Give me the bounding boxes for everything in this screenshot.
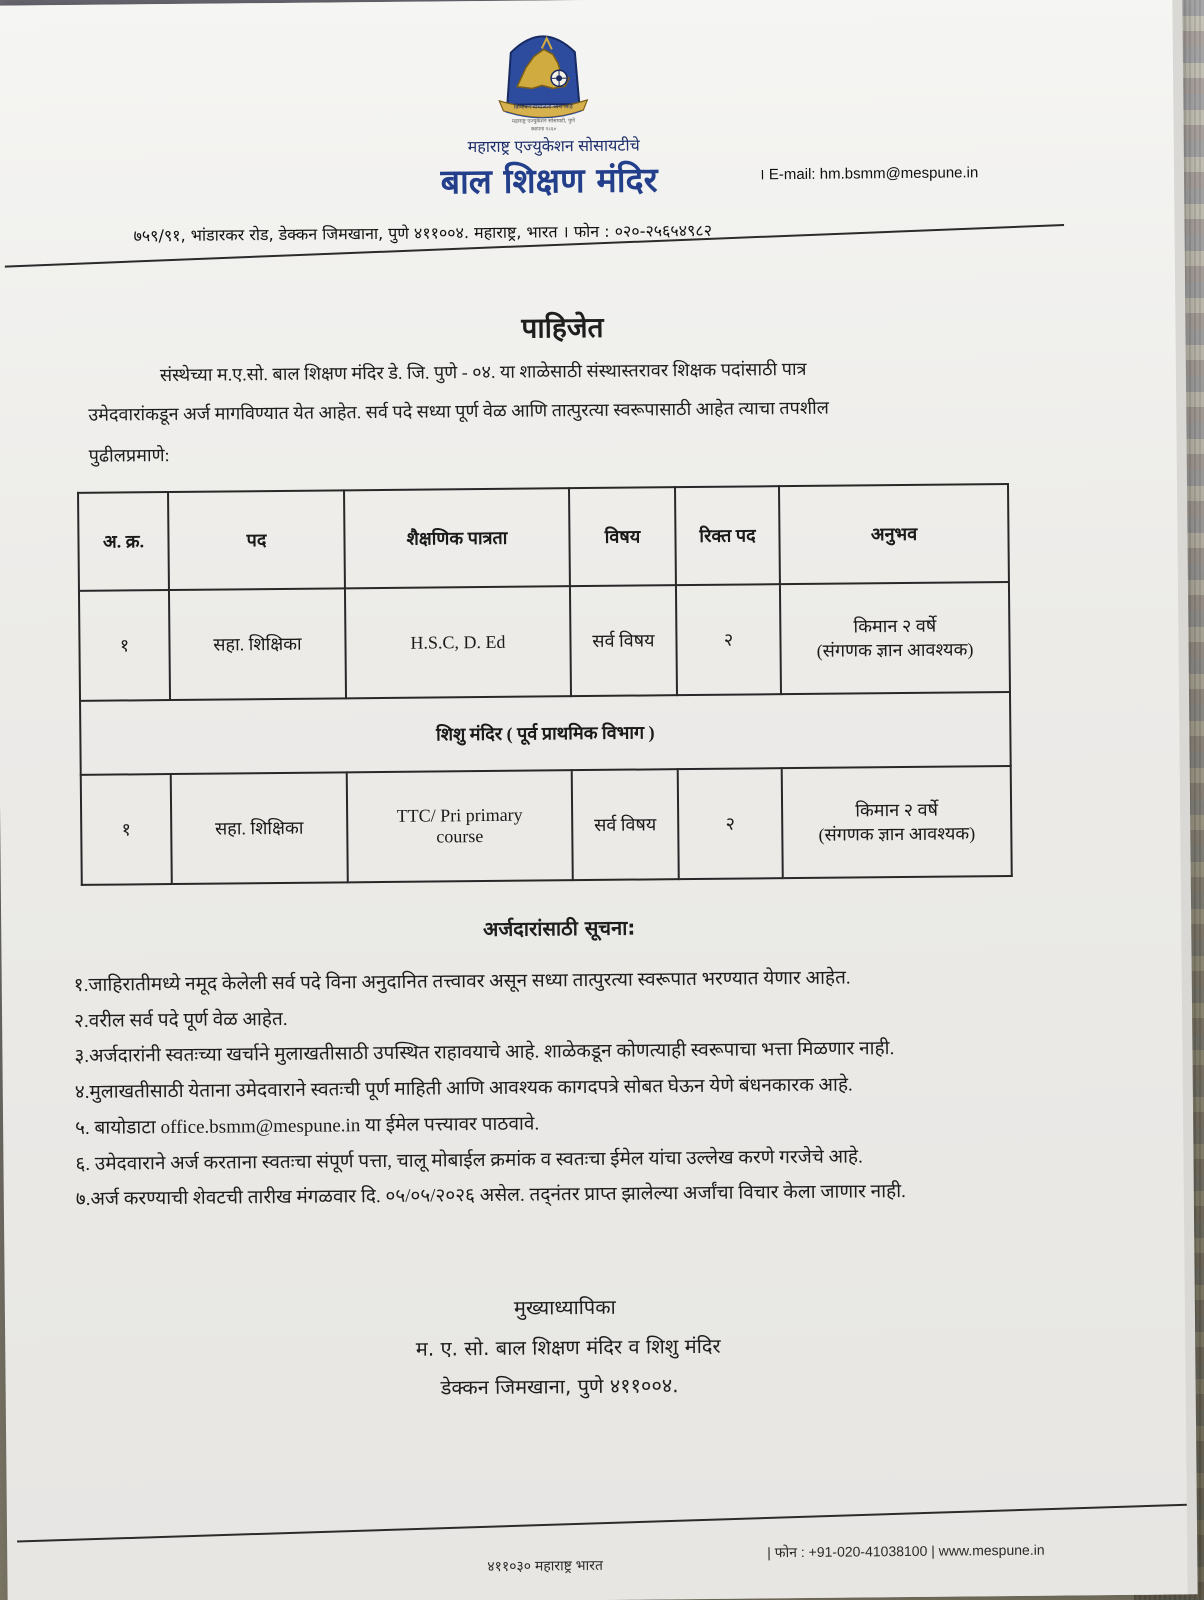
table-row <box>79 582 1010 701</box>
header-subject: विषय <box>569 487 676 586</box>
footer-divider <box>17 1503 1188 1542</box>
row1-experience-line2: (संगणक ज्ञान आवश्यक) <box>816 639 974 661</box>
instruction-item: ६. उमेदवाराने अर्ज करताना स्वतःचा संपूर्ण पत्ता, चालू मोबाईल क्रमांक व स्वतःचा ईमेल यांचा उल्लेख करणे गरजेचे आहे. <box>75 1145 863 1175</box>
header-experience: अनुभव <box>779 484 1009 584</box>
row2-qualification <box>347 770 573 882</box>
page-title: पाहिजेत <box>521 310 604 345</box>
row1-post: सहा. शिक्षिका <box>169 588 346 700</box>
header-post: पद <box>168 490 345 590</box>
header-vacancies: रिक्त पद <box>675 486 780 585</box>
logo-motto-text: क्रियेविन वाचाळता व्यर्थ आहे <box>513 104 573 111</box>
table-row <box>81 766 1012 885</box>
section-title: शिशु मंदिर ( पूर्व प्राथमिक विभाग ) <box>80 692 1011 775</box>
school-name: बाल शिक्षण मंदिर <box>440 160 658 203</box>
row2-post: सहा. शिक्षिका <box>171 772 348 884</box>
vacancy-table-wrap <box>77 483 1011 892</box>
society-name: महाराष्ट्र एज्युकेशन सोसायटीचे <box>467 137 640 157</box>
footer-contact: | फोन : +91-020-41038100 | www.mespune.in <box>767 1541 1045 1561</box>
school-logo <box>486 16 599 135</box>
instruction-item: १.जाहिरातीमध्ये नमूद केलेली सर्व पदे विना अनुदानित तत्त्वावर असून सध्या तात्पुरत्या स्वरूपात भरण्यात येणार आहेत. <box>73 967 851 996</box>
section-row <box>80 692 1011 775</box>
intro-line-3: पुढीलप्रमाणे: <box>88 445 170 466</box>
intro-line-1: संस्थेच्या म.ए.सो. बाल शिक्षण मंदिर डे. जि. पुणे - ०४. या शाळेसाठी संस्थास्तरावर शिक्षक पदांसाठी पात्र <box>159 358 807 386</box>
header-sr: अ. क्र. <box>78 492 169 591</box>
instructions-title: अर्जदारांसाठी सूचना: <box>482 915 636 942</box>
instruction-item: ३.अर्जदारांनी स्वतःच्या खर्चाने मुलाखतीसाठी उपस्थित राहावयाचे आहे. शाळेकडून कोणत्याही स्वरूपाचा भत्ता मिळणार नाही. <box>74 1038 895 1068</box>
row1-experience-line1: किमान २ वर्षे <box>853 615 937 637</box>
row1-vacancies: २ <box>676 584 781 695</box>
footer-address: ४११०३० महाराष्ट्र भारत <box>487 1556 604 1575</box>
instructions-list <box>74 959 1056 1218</box>
header-qualification: शैक्षणिक पात्रता <box>344 488 570 588</box>
row2-experience-line2: (संगणक ज्ञान आवश्यक) <box>818 823 976 845</box>
vacancy-table <box>77 483 1013 886</box>
signature-title: मुख्याध्यापिका <box>513 1294 616 1320</box>
instruction-item: २.वरील सर्व पदे पूर्ण वेळ आहेत. <box>73 1008 288 1032</box>
table-header-row <box>78 484 1009 591</box>
row1-experience <box>780 582 1010 694</box>
row2-qualification-line1: TTC/ Pri primary <box>396 804 523 826</box>
row2-sr: १ <box>81 774 172 885</box>
logo-established-text: स्थापना १८६० <box>530 126 557 133</box>
row2-experience <box>782 766 1012 878</box>
row2-qualification-line2: course <box>436 826 484 847</box>
row1-qualification: H.S.C, D. Ed <box>345 586 571 698</box>
signature-school: म. ए. सो. बाल शिक्षण मंदिर व शिशु मंदिर <box>415 1333 721 1361</box>
row2-vacancies: २ <box>678 768 783 879</box>
row1-sr: १ <box>79 590 170 701</box>
signature-address: डेक्कन जिमखाना, पुणे ४११००४. <box>440 1373 679 1400</box>
school-email: । E-mail: hm.bsmm@mespune.in <box>758 164 979 184</box>
intro-line-2: उमेदवारांकडून अर्ज मागविण्यात येत आहेत. सर्व पदे सध्या पूर्ण वेळ आणि तात्पुरत्या स्वरूपासाठी आहेत त्याचा तपशील <box>88 397 830 425</box>
row2-experience-line1: किमान २ वर्षे <box>855 799 939 821</box>
row1-subject: सर्व विषय <box>570 585 677 696</box>
logo-society-text: महाराष्ट्र एज्युकेशन सोसायटी, पुणे <box>512 118 575 125</box>
instruction-item: ५. बायोडाटा office.bsmm@mespune.in या ईमेल पत्त्यावर पाठवावे. <box>75 1113 540 1139</box>
row2-subject: सर्व विषय <box>572 769 679 880</box>
school-address: ७५९/९१, भांडारकर रोड, डेक्कन जिमखाना, पुणे ४११००४. महाराष्ट्र, भारत । फोन : ०२०-२५६५४९८२ <box>133 220 713 246</box>
instruction-item: ४.मुलाखतीसाठी येताना उमेदवाराने स्वतःची पूर्ण माहिती आणि आवश्यक कागदपत्रे सोबत घेऊन येणे बंधनकारक आहे. <box>74 1074 853 1104</box>
school-logo-svg <box>486 16 599 135</box>
instruction-item: ७.अर्ज करण्याची शेवटची तारीख मंगळवार दि. ०५/०५/२०२६ असेल. तद्नंतर प्राप्त झालेल्या अर्जांचा विचार केला जाणार नाही. <box>75 1181 906 1211</box>
